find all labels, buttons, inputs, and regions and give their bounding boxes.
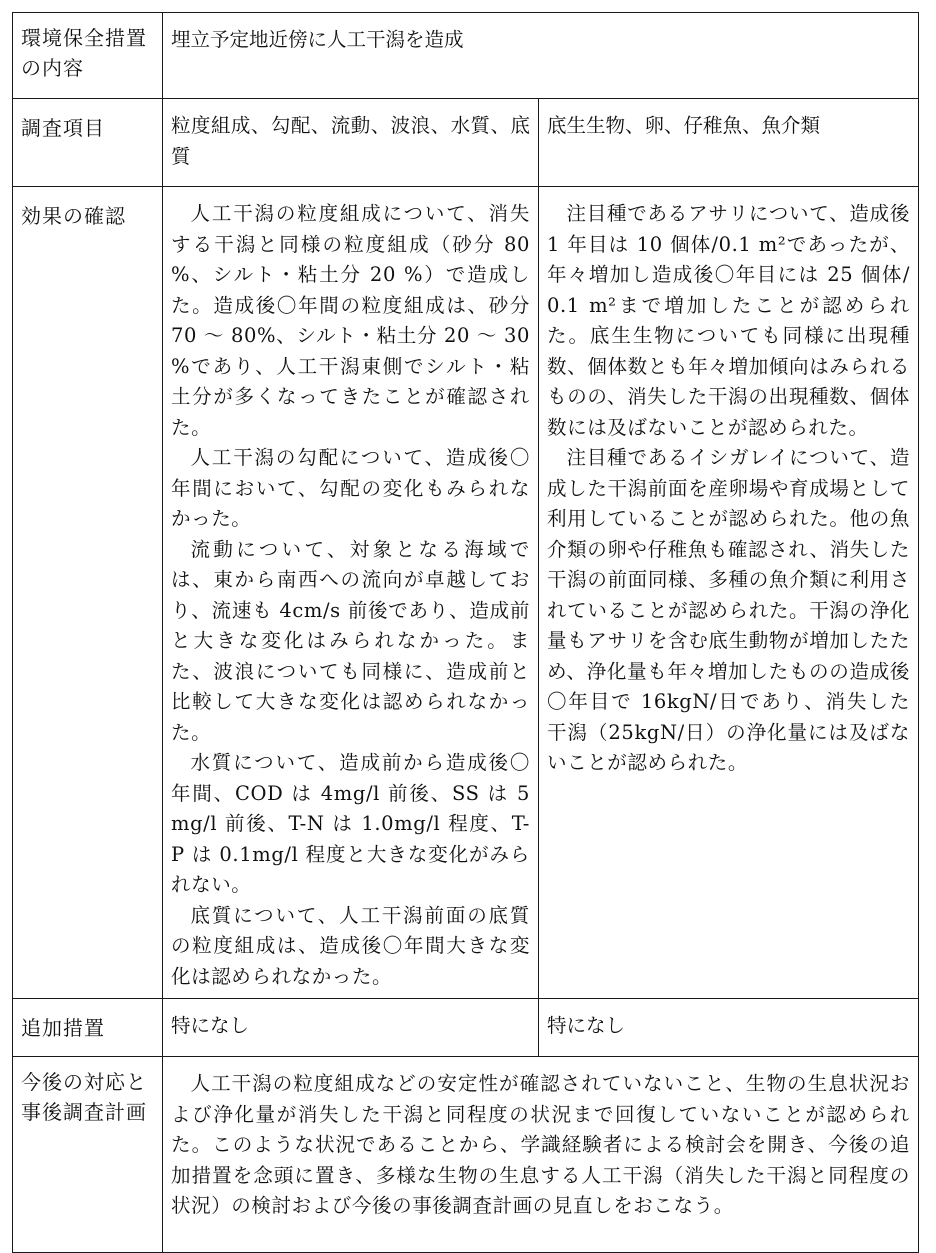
row-measure-content xyxy=(13,13,919,99)
row-future-plan xyxy=(13,1057,919,1253)
row-effect-confirmation xyxy=(13,187,919,999)
label-survey-items: 調査項目 xyxy=(13,99,163,187)
environmental-measure-table xyxy=(12,12,919,1253)
label-effect-confirmation: 効果の確認 xyxy=(13,187,163,999)
survey-items-physical: 粒度組成、勾配、流動、波浪、水質、底質 xyxy=(163,99,539,187)
future-plan-text: 人工干潟の粒度組成などの安定性が確認されていないこと、生物の生息状況および浄化量が消失した干潟と同程度の状況まで回復していないことが認められた。このような状況であることから、学識経験者による検討会を開き、今後の追加措置を念頭に置き、多様な生物の生息する人工干潟（消失した干潟と同程度の状況）の検討および今後の事後調査計画の見直しをおこなう。 xyxy=(171,1072,911,1217)
effect-paragraph-asari: 注目種であるアサリについて、造成後 1 年目は 10 個体/0.1 m²であったが、年々増加し造成後〇年目には 25 個体/0.1 m²まで増加したことが認められた。底生生物についても同様に出現種数、個体数とも年々増加傾向はみられるものの、消失した干潟の出現種数、個体数には及ばないことが認められた。 xyxy=(547,202,911,439)
row-survey-items xyxy=(13,99,919,187)
effect-biological-cell xyxy=(539,187,919,999)
effect-paragraph-sediment: 底質について、人工干潟前面の底質の粒度組成は、造成後〇年間大きな変化は認められなかった。 xyxy=(171,903,530,988)
additional-measures-physical: 特になし xyxy=(163,999,539,1057)
survey-items-biological: 底生生物、卵、仔稚魚、魚介類 xyxy=(539,99,919,187)
effect-paragraph-slope: 人工干潟の勾配について、造成後〇年間において、勾配の変化もみられなかった。 xyxy=(171,446,530,530)
effect-physical-cell xyxy=(163,187,539,999)
measure-content-text: 埋立予定地近傍に人工干潟を造成 xyxy=(163,13,919,99)
additional-measures-biological: 特になし xyxy=(539,999,919,1057)
effect-paragraph-water-quality: 水質について、造成前から造成後〇年間、COD は 4mg/l 前後、SS は 5 mg/l 前後、T-N は 1.0mg/l 程度、T-P は 0.1mg/l 程度と大きな変化がみられない。 xyxy=(171,751,530,896)
label-measure-content: 環境保全措置の内容 xyxy=(13,13,163,99)
effect-paragraph-flow: 流動について、対象となる海域では、東から南西への流向が卓越しており、流速も 4cm/s 前後であり、造成前と大きな変化はみられなかった。また、波浪についても同様に、造成前と比較して大きな変化は認められなかった。 xyxy=(171,537,530,744)
row-additional-measures xyxy=(13,999,919,1057)
label-future-plan: 今後の対応と事後調査計画 xyxy=(13,1057,163,1253)
future-plan-cell xyxy=(163,1057,919,1253)
effect-paragraph-ishigarei: 注目種であるイシガレイについて、造成した干潟前面を産卵場や育成場として利用していることが認められた。他の魚介類の卵や仔稚魚も確認され、消失した干潟の前面同様、多種の魚介類に利用されていることが認められた。干潟の浄化量もアサリを含む底生動物が増加したため、浄化量も年々増加したものの造成後〇年目で 16kgN/日であり、消失した干潟（25kgN/日）の浄化量には及ばないことが認められた。 xyxy=(547,446,911,774)
label-additional-measures: 追加措置 xyxy=(13,999,163,1057)
effect-paragraph-grain-size: 人工干潟の粒度組成について、消失する干潟と同様の粒度組成（砂分 80 %、シルト・粘土分 20 %）で造成した。造成後〇年間の粒度組成は、砂分 70 ～ 80%、シルト・粘土分 20 ～ 30 %であり、人工干潟東側でシルト・粘土分が多くなってきたことが確認された。 xyxy=(171,202,530,439)
